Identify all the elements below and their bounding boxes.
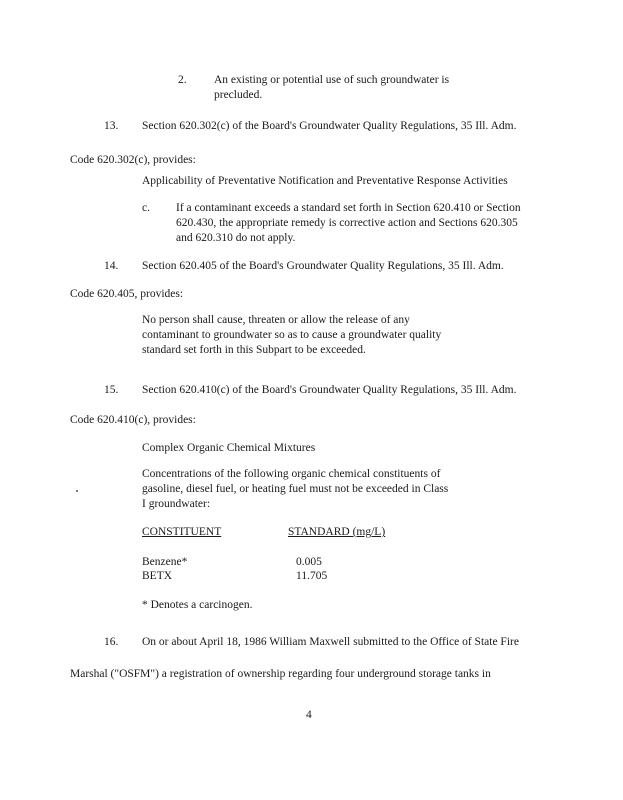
paragraph-13-first-line: Section 620.302(c) of the Board's Groundwater Quality Regulations, 35 Ill. Adm. (142, 120, 517, 132)
quote-13-item-line: 620.430, the appropriate remedy is corrective action and Sections 620.305 (176, 217, 518, 229)
quote-14-line: contaminant to groundwater so as to cause a groundwater quality (142, 329, 442, 341)
item-2-line: An existing or potential use of such groundwater is (214, 74, 450, 86)
quote-14-line: standard set forth in this Subpart to be exceeded. (142, 344, 366, 356)
item-2-line: precluded. (214, 89, 263, 101)
quote-15-body (142, 467, 448, 512)
paragraph-13-second-line: Code 620.302(c), provides: (70, 154, 196, 166)
paragraph-15-number: 15. (104, 384, 119, 396)
paragraph-16-number: 16. (104, 636, 119, 648)
quote-13-item-line: If a contaminant exceeds a standard set forth in Section 620.410 or Section (176, 202, 521, 214)
table-cell-standard: 11.705 (296, 570, 328, 582)
paragraph-16-second-line: Marshal ("OSFM") a registration of ownership regarding four underground storage tanks in (70, 668, 491, 680)
paragraph-14-first-line: Section 620.405 of the Board's Groundwater Quality Regulations, 35 Ill. Adm. (142, 260, 504, 272)
paragraph-13-number: 13. (104, 120, 119, 132)
table-header-constituent: CONSTITUENT (142, 526, 222, 538)
scan-speck (76, 490, 78, 492)
quote-15-heading: Complex Organic Chemical Mixtures (142, 442, 316, 454)
paragraph-15-first-line: Section 620.410(c) of the Board's Groundwater Quality Regulations, 35 Ill. Adm. (142, 384, 517, 396)
item-2-number: 2. (178, 74, 187, 86)
table-cell-standard: 0.005 (296, 556, 322, 568)
quote-13-item-text (176, 201, 521, 246)
quote-15-body-line: Concentrations of the following organic chemical constituents of (142, 468, 441, 480)
quote-15-body-line: I groundwater: (142, 498, 211, 510)
quote-13-item-label: c. (142, 202, 150, 214)
paragraph-14-second-line: Code 620.405, provides: (70, 288, 184, 300)
quote-13-heading: Applicability of Preventative Notification and Preventative Response Activities (142, 175, 508, 187)
table-footnote: * Denotes a carcinogen. (142, 599, 253, 611)
table-cell-constituent: Benzene* (142, 556, 188, 568)
item-2-text (214, 73, 449, 103)
quote-13-item-line: and 620.310 do not apply. (176, 232, 296, 244)
paragraph-15-second-line: Code 620.410(c), provides: (70, 414, 196, 426)
paragraph-14-number: 14. (104, 260, 119, 272)
quote-14-text (142, 313, 441, 358)
page-number: 4 (306, 709, 312, 721)
table-cell-constituent: BETX (142, 570, 173, 582)
table-header-standard: STANDARD (mg/L) (288, 526, 386, 538)
quote-15-body-line: gasoline, diesel fuel, or heating fuel must not be exceeded in Class (142, 483, 449, 495)
paragraph-16-first-line: On or about April 18, 1986 William Maxwell submitted to the Office of State Fire (142, 636, 519, 648)
quote-14-line: No person shall cause, threaten or allow the release of any (142, 314, 410, 326)
